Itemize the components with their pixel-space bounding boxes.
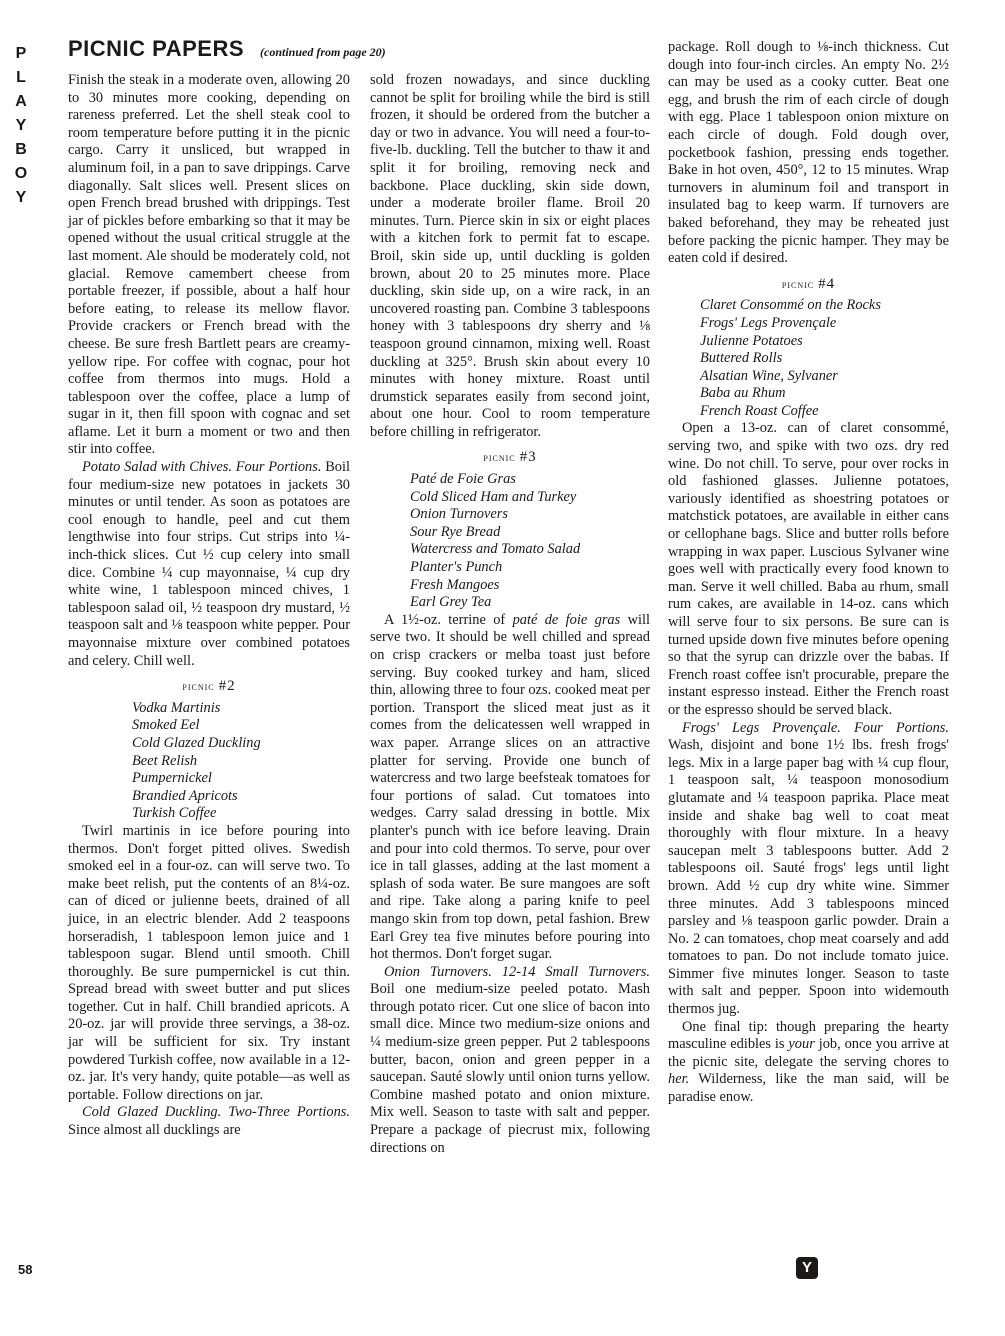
menu-item: Planter's Punch bbox=[410, 559, 503, 576]
recipe-text: Since almost all ducklings are bbox=[68, 1122, 241, 1139]
menu-item: Alsatian Wine, Sylvaner bbox=[700, 367, 838, 384]
menu-item: Claret Consommé on the Rocks bbox=[700, 297, 881, 314]
menu-item: Paté de Foie Gras bbox=[410, 471, 516, 488]
menu-item: Julienne Potatoes bbox=[700, 332, 803, 349]
side-label-letter: B bbox=[15, 141, 27, 158]
magazine-vertical-label bbox=[8, 42, 34, 210]
side-label-letter: L bbox=[16, 69, 26, 86]
menu-item: Onion Turnovers bbox=[410, 506, 508, 523]
paragraph: A 1½-oz. terrine of paté de foie gras will serve two. It should be well chilled and spread on crisp crackers or melba toast just before serving. Buy cooked turkey and ham, sliced thin, allowing three to four ozs. cooked meat per portion. Transport the sliced meat just as it comes from the delicatessen well wrapped in wax paper. Arrange slices on an attractive platter for serving. Provide one bunch of watercress and two large beefsteak tomatoes for four portions of salad. Cut tomatoes into wedges. Carry salad dressing in bottle. Mix planter's punch with ice before leaving. Drain and pour into cold thermos. To serve, pour over ice in tall glasses, adding at the last moment a splash of soda water. Be sure mangoes are soft and ripe. Take along a paring knife to peel mango skin from top down, petal fashion. Brew Earl Grey tea five minutes before pouring into hot thermos. Don't forget sugar. bbox=[370, 611, 650, 963]
menu-heading: picnic #2 bbox=[182, 678, 236, 695]
side-label-letter: O bbox=[14, 165, 28, 182]
recipe-paragraph bbox=[668, 720, 949, 1019]
end-of-article-mark: Y bbox=[796, 1257, 818, 1279]
side-label-letter: Y bbox=[15, 117, 27, 134]
menu-list bbox=[700, 297, 949, 420]
recipe-title: Cold Glazed Duckling. Two-Three Portions. bbox=[82, 1104, 350, 1121]
menu-item: Buttered Rolls bbox=[700, 350, 783, 367]
closing-paragraph: One final tip: though preparing the hearty masculine edibles is your job, once you arrive at the picnic site, delegate the serving chores to her. Wilderness, like the man said, will be paradise enow. bbox=[668, 1018, 949, 1106]
side-label-letter: A bbox=[15, 93, 27, 110]
recipe-text: Wash, disjoint and bone 1½ lbs. fresh frogs' legs. Mix in a large paper bag with ¼ cup flour, 1 teaspoon salt, ¼ teaspoon monosodium glutamate and ¼ teaspoon paprika. Place meat inside and shake bag well to coat meat thoroughly with flour mixture. In a heavy saucepan melt 3 tablespoons butter. Add 2 tablespoons oil. Sauté frogs' legs until light brown. Add ½ cup dry white wine. Simmer three minutes. Add 3 tablespoons minced parsley and ⅛ teaspoon garlic powder. Drain a No. 2 can tomatoes, chop meat coarsely and add tomatoes to pan. Do not include tomato juice. Simmer five minutes longer. Season to taste with salt and pepper. Spoon into widemouth thermos jug. bbox=[668, 737, 949, 1018]
menu-item: Turkish Coffee bbox=[132, 805, 217, 822]
recipe-paragraph bbox=[370, 964, 650, 1158]
menu-item: Pumpernickel bbox=[132, 770, 212, 787]
paragraph: sold frozen nowadays, and since duckling cannot be split for broiling while the bird is still frozen, it should be ordered from the butcher a day or two in advance. You will need a four-to-five-lb. duckling. Tell the butcher to thaw it and split it for broiling, removing neck and backbone. Place duckling, skin side down, under a moderate broiler flame. Broil 20 minutes. Turn. Pierce skin in six or eight places with a kitchen fork to permit fat to escape. Broil, skin side up, until duckling is golden brown, about 20 to 25 minutes more. Place duckling, skin side up, on a wire rack, in an uncovered roasting pan. Combine 3 tablespoons honey with 3 tablespoons dry sherry and ⅛ teaspoon ground cinnamon, mixing well. Roast duckling at 325°. Brush skin about every 10 minutes with honey mixture. Roast until drumstick separates easily from second joint, about one hour. Cool to room temperature before chilling in refrigerator. bbox=[370, 72, 650, 440]
recipe-paragraph bbox=[68, 1104, 350, 1139]
menu-item: Beet Relish bbox=[132, 752, 198, 769]
menu-list bbox=[132, 700, 350, 823]
recipe-title: Onion Turnovers. 12-14 Small Turnovers. bbox=[384, 963, 650, 980]
column-2 bbox=[370, 72, 650, 1157]
menu-list bbox=[410, 471, 650, 612]
recipe-text: Boil one medium-size peeled potato. Mash through potato ricer. Cut one slice of bacon into small dice. Mince two medium-size onions and ¼ medium-size green pepper. Put 2 tablespoons butter, bacon, onion and green pepper in a saucepan. Sauté slowly until onion turns yellow. Combine mashed potato and onion mixture. Mix well. Season to taste with salt and pepper. Prepare a package of piecrust mix, following directions on bbox=[370, 981, 650, 1156]
menu-item: Cold Sliced Ham and Turkey bbox=[410, 488, 577, 505]
paragraph: Finish the steak in a moderate oven, allowing 20 to 30 minutes more cooking, depending on rareness preferred. Let the shell steak cool to room temperature before putting it in the picnic cargo. Carry it unsliced, but wrapped in aluminum foil, in a pan to save drippings. Carve diagonally. Salt slices well. Present slices on open French bread brushed with drippings. Test jar of pickles before embarking so that it may be opened without the usual critical struggle at the last moment. Ale should be moderately cold, not glacial. Remove camembert cheese from portable freezer, if possible, about a half hour before eating, to release its mellow flavor. Provide crackers or French bread with the cheese. Be sure fresh Bartlett pears are creamy-yellow ripe. For coffee with cognac, pour hot coffee from thermos into mugs. Hold a tablespoon over the coffee, place a lump of sugar in it, then fill spoon with cognac and set aflame. Let it burn a moment or two and then stir into coffee. bbox=[68, 72, 350, 458]
recipe-title: Frogs' Legs Provençale. Four Portions. bbox=[682, 719, 949, 736]
menu-item: Earl Grey Tea bbox=[410, 594, 492, 611]
page-number: 58 bbox=[18, 1262, 33, 1277]
paragraph: package. Roll dough to ⅛-inch thickness. Cut dough into four-inch circles. An empty No. 2½ can may be used as a cooky cutter. Beat one egg, and brush the rim of each circle of dough with egg. Place 1 tablespoon onion mixture on each circle of dough. Fold dough over, pocketbook fashion, pressing ends together. Bake in hot oven, 450°, 12 to 15 minutes. Wrap turnovers in aluminum foil and transport in insulated bag to keep warm. If turnovers are baked beforehand, they may be reheated just before packing the picnic hamper. They may be eaten cold if desired. bbox=[668, 39, 949, 267]
menu-item: Smoked Eel bbox=[132, 717, 200, 734]
side-label-letter: Y bbox=[15, 189, 27, 206]
menu-item: Baba au Rhum bbox=[700, 385, 786, 402]
menu-item: Brandied Apricots bbox=[132, 787, 238, 804]
menu-item: Sour Rye Bread bbox=[410, 523, 501, 540]
recipe-paragraph bbox=[68, 459, 350, 670]
menu-item: Frogs' Legs Provençale bbox=[700, 314, 837, 331]
article-heading bbox=[68, 36, 386, 62]
column-1 bbox=[68, 72, 350, 1140]
article-title: PICNIC PAPERS bbox=[68, 36, 245, 61]
menu-item: Watercress and Tomato Salad bbox=[410, 541, 581, 558]
recipe-title: Potato Salad with Chives. Four Portions. bbox=[82, 459, 322, 476]
paragraph: Twirl martinis in ice before pouring into thermos. Don't forget pitted olives. Swedish smoked eel in a four-oz. can will serve two. To make beet relish, put the contents of an 8¼-oz. can of diced or julienne beets, drained of all juice, in an electric blender. Add 2 teaspoons horseradish, 1 tablespoon lemon juice and 1 tablespoon sugar. Blend until smooth. Chill thoroughly. Be sure pumpernickel is cut thin. Spread bread with sweet butter and put slices together. Cut in half. Chill brandied apricots. A 20-oz. jar will provide three servings, a 38-oz. jar will be sufficient for six. Try instant powdered Turkish coffee, now available in a 12-oz. jar. It's very handy, quite potable—as well as portable. Follow directions on jar. bbox=[68, 822, 350, 1103]
menu-heading: picnic #3 bbox=[483, 449, 537, 466]
menu-item: Fresh Mangoes bbox=[410, 576, 500, 593]
side-label-letter: P bbox=[15, 45, 27, 62]
menu-item: French Roast Coffee bbox=[700, 402, 819, 419]
column-3 bbox=[668, 39, 949, 1107]
continued-note: (continued from page 20) bbox=[260, 45, 386, 59]
paragraph: Open a 13-oz. can of claret consommé, serving two, and spike with two ozs. dry red wine. Do not chill. To serve, pour over rocks in old fashioned glasses. Julienne potatoes, variously identified as shoestring potatoes or matchstick potatoes, are available in either cans or cellophane bags. Slice and butter rolls before wrapping in wax paper. Luscious Sylvaner wine goes well with practically every food known to man. Serve it well chilled. Baba au rhum, small rum cakes, are available in 14-oz. cans which will serve four to six persons. Be sure can is turned upside down five minutes before opening so that the syrup can drizzle over the babas. If French roast coffee isn't procurable, prepare the instant espresso instead. Either the French roast or the espresso should be served black. bbox=[668, 420, 949, 718]
menu-item: Cold Glazed Duckling bbox=[132, 734, 261, 751]
menu-item: Vodka Martinis bbox=[132, 699, 221, 716]
recipe-text: Boil four medium-size new potatoes in jackets 30 minutes or until tender. As soon as potatoes are cool enough to handle, peel and cut them lengthwise into four strips. Cut strips into ¼-inch-thick slices. Cut ½ cup celery into small dice. Combine ¼ cup mayonnaise, ¼ cup dry white wine, 1 tablespoon minced chives, 1 tablespoon salad oil, ½ teaspoon dry mustard, ½ teaspoon salt and ⅛ teaspoon white pepper. Pour mayonnaise mixture over combined potatoes and celery. Chill well. bbox=[68, 459, 350, 669]
menu-heading: picnic #4 bbox=[781, 275, 836, 292]
